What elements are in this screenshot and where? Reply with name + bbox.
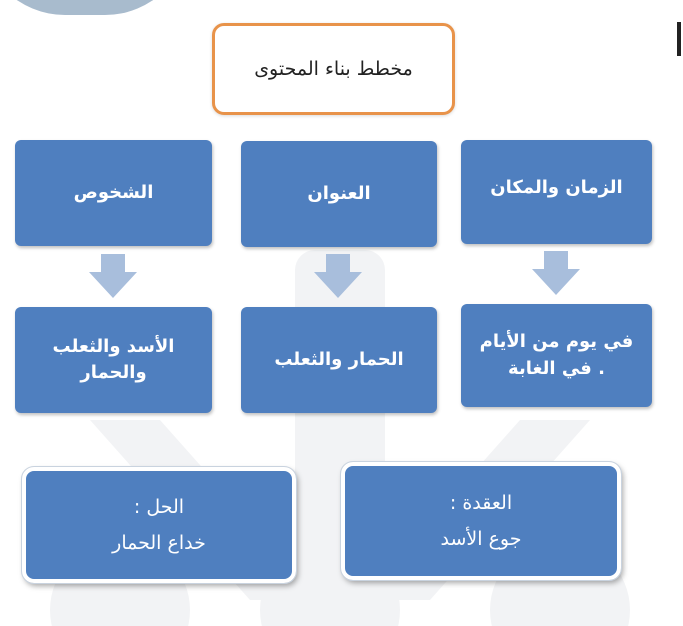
header-title <box>241 141 437 247</box>
diagram-title: مخطط بناء المحتوى <box>212 23 455 115</box>
detail-characters <box>15 307 212 413</box>
solution-box <box>22 467 296 583</box>
complication-label: العقدة : <box>449 491 513 514</box>
header-time-place <box>461 140 652 244</box>
down-arrow-icon <box>314 254 362 298</box>
header-time-place-label: الزمان والمكان <box>490 176 623 198</box>
solution-label: الحل : <box>133 495 185 518</box>
detail-time-place <box>461 304 652 407</box>
down-arrow-icon <box>532 251 580 295</box>
complication-box <box>341 462 621 580</box>
detail-title <box>241 307 437 413</box>
header-characters <box>15 140 212 246</box>
solution-value: خداع الحمار <box>112 532 206 554</box>
detail-characters-text: الأسد والثعلب والحمار <box>52 335 175 383</box>
detail-time-place-text: في يوم من الأيام . في الغابة <box>479 331 634 379</box>
complication-value: جوع الأسد <box>440 528 522 550</box>
header-characters-label: الشخوص <box>73 181 154 203</box>
detail-title-text: الحمار والثعلب <box>274 348 404 370</box>
header-title-label: العنوان <box>307 182 371 204</box>
down-arrow-icon <box>89 254 137 298</box>
decorative-bar <box>677 22 681 56</box>
